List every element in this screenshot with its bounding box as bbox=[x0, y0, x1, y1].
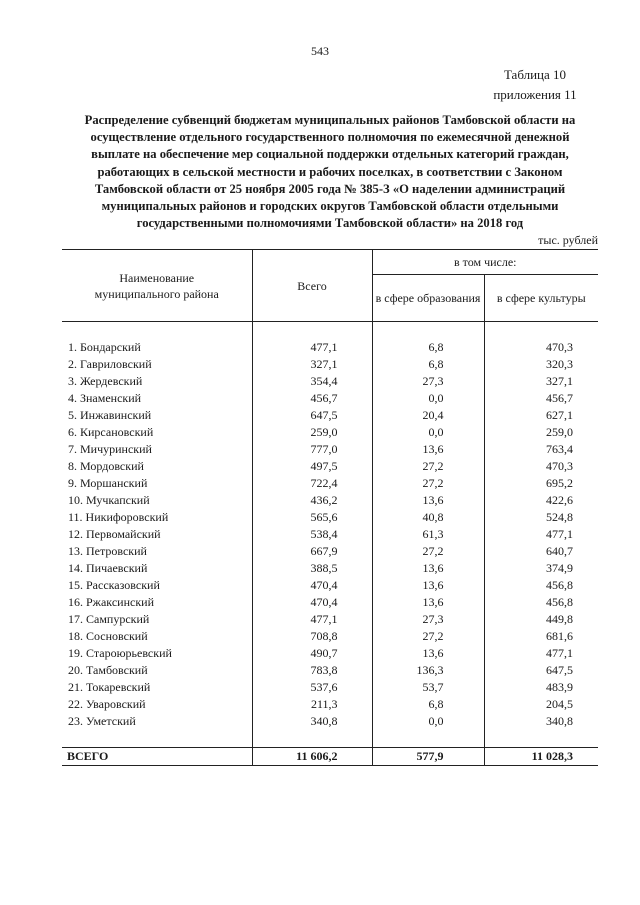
district-total: 354,4 bbox=[252, 373, 372, 390]
district-culture: 449,8 bbox=[484, 611, 598, 628]
district-culture: 695,2 bbox=[484, 475, 598, 492]
district-name: 17. Сампурский bbox=[68, 612, 150, 626]
district-education: 27,2 bbox=[372, 458, 484, 475]
district-education: 27,2 bbox=[372, 628, 484, 645]
district-name: 20. Тамбовский bbox=[68, 663, 148, 677]
district-name: 23. Уметский bbox=[68, 714, 136, 728]
district-total: 259,0 bbox=[252, 424, 372, 441]
total-row bbox=[62, 748, 598, 766]
title-line: работающих в сельской местности и рабочих поселках, в соответствии с Законом bbox=[97, 164, 563, 179]
district-name: 16. Ржаксинский bbox=[68, 595, 154, 609]
table-reference-line2: приложения 11 bbox=[493, 87, 577, 102]
district-culture: 456,7 bbox=[484, 390, 598, 407]
district-culture: 327,1 bbox=[484, 373, 598, 390]
table-row bbox=[62, 526, 598, 543]
header-name-line1: Наименование bbox=[119, 270, 195, 285]
district-total: 537,6 bbox=[252, 679, 372, 696]
title-line: муниципальных районов и городских округов Тамбовской области отдельными bbox=[101, 199, 559, 214]
district-name: 14. Пичаевский bbox=[68, 561, 148, 575]
district-name: 2. Гавриловский bbox=[68, 357, 152, 371]
district-education: 6,8 bbox=[372, 356, 484, 373]
district-name: 5. Инжавинский bbox=[68, 408, 152, 422]
district-name: 12. Первомайский bbox=[68, 527, 161, 541]
table-row bbox=[62, 339, 598, 356]
district-total: 708,8 bbox=[252, 628, 372, 645]
district-name: 21. Токаревский bbox=[68, 680, 151, 694]
district-education: 13,6 bbox=[372, 577, 484, 594]
district-name: 19. Староюрьевский bbox=[68, 646, 172, 660]
district-education: 61,3 bbox=[372, 526, 484, 543]
table-row bbox=[62, 441, 598, 458]
table-row bbox=[62, 509, 598, 526]
district-culture: 470,3 bbox=[484, 339, 598, 356]
district-total: 340,8 bbox=[252, 713, 372, 730]
district-education: 6,8 bbox=[372, 339, 484, 356]
district-name: 11. Никифоровский bbox=[68, 510, 169, 524]
district-name: 1. Бондарский bbox=[68, 340, 141, 354]
district-culture: 340,8 bbox=[484, 713, 598, 730]
district-culture: 422,6 bbox=[484, 492, 598, 509]
district-name: 4. Знаменский bbox=[68, 391, 142, 405]
district-education: 0,0 bbox=[372, 390, 484, 407]
table-row bbox=[62, 543, 598, 560]
district-education: 13,6 bbox=[372, 560, 484, 577]
district-education: 27,2 bbox=[372, 475, 484, 492]
total-education: 577,9 bbox=[372, 748, 484, 766]
district-culture: 681,6 bbox=[484, 628, 598, 645]
table-row bbox=[62, 577, 598, 594]
header-including: в том числе: bbox=[372, 250, 598, 275]
district-total: 436,2 bbox=[252, 492, 372, 509]
district-culture: 483,9 bbox=[484, 679, 598, 696]
header-name-line2: муниципального района bbox=[94, 286, 219, 301]
district-culture: 204,5 bbox=[484, 696, 598, 713]
district-total: 777,0 bbox=[252, 441, 372, 458]
district-name: 13. Петровский bbox=[68, 544, 147, 558]
district-education: 27,3 bbox=[372, 373, 484, 390]
district-total: 565,6 bbox=[252, 509, 372, 526]
total-label: ВСЕГО bbox=[62, 748, 252, 766]
district-education: 13,6 bbox=[372, 594, 484, 611]
district-culture: 374,9 bbox=[484, 560, 598, 577]
table-row bbox=[62, 645, 598, 662]
district-education: 13,6 bbox=[372, 492, 484, 509]
title-line: государственными полномочиями Тамбовской области» на 2018 год bbox=[136, 216, 524, 231]
header-education: в сфере образования bbox=[372, 275, 484, 322]
district-education: 13,6 bbox=[372, 441, 484, 458]
document-title bbox=[60, 112, 600, 232]
district-education: 53,7 bbox=[372, 679, 484, 696]
district-total: 211,3 bbox=[252, 696, 372, 713]
district-name: 9. Моршанский bbox=[68, 476, 148, 490]
district-culture: 763,4 bbox=[484, 441, 598, 458]
district-total: 783,8 bbox=[252, 662, 372, 679]
district-name: 3. Жердевский bbox=[68, 374, 143, 388]
table-reference-line1: Таблица 10 bbox=[503, 67, 567, 82]
units-label: тыс. рублей bbox=[538, 233, 598, 247]
district-education: 0,0 bbox=[372, 424, 484, 441]
district-culture: 627,1 bbox=[484, 407, 598, 424]
table-row bbox=[62, 373, 598, 390]
district-total: 470,4 bbox=[252, 577, 372, 594]
district-total: 497,5 bbox=[252, 458, 372, 475]
district-total: 647,5 bbox=[252, 407, 372, 424]
district-total: 470,4 bbox=[252, 594, 372, 611]
table-row bbox=[62, 390, 598, 407]
district-name: 18. Сосновский bbox=[68, 629, 148, 643]
header-name bbox=[62, 250, 252, 322]
district-total: 477,1 bbox=[252, 339, 372, 356]
subsidy-table bbox=[62, 249, 598, 766]
table-body bbox=[62, 322, 598, 731]
district-culture: 259,0 bbox=[484, 424, 598, 441]
district-culture: 470,3 bbox=[484, 458, 598, 475]
table-row bbox=[62, 696, 598, 713]
total-sum: 11 606,2 bbox=[252, 748, 372, 766]
district-name: 10. Мучкапский bbox=[68, 493, 150, 507]
table-row bbox=[62, 628, 598, 645]
table-row bbox=[62, 679, 598, 696]
district-total: 722,4 bbox=[252, 475, 372, 492]
table-row bbox=[62, 594, 598, 611]
district-culture: 524,8 bbox=[484, 509, 598, 526]
table-row bbox=[62, 356, 598, 373]
table-row bbox=[62, 458, 598, 475]
district-culture: 320,3 bbox=[484, 356, 598, 373]
table-row bbox=[62, 713, 598, 730]
table-row bbox=[62, 662, 598, 679]
district-culture: 456,8 bbox=[484, 577, 598, 594]
district-culture: 456,8 bbox=[484, 594, 598, 611]
title-line: выплате на обеспечение мер социальной поддержки отдельных категорий граждан, bbox=[91, 147, 569, 162]
district-education: 0,0 bbox=[372, 713, 484, 730]
district-total: 538,4 bbox=[252, 526, 372, 543]
header-total: Всего bbox=[252, 250, 372, 322]
table-row bbox=[62, 560, 598, 577]
district-total: 477,1 bbox=[252, 611, 372, 628]
district-total: 456,7 bbox=[252, 390, 372, 407]
district-total: 388,5 bbox=[252, 560, 372, 577]
district-name: 22. Уваровский bbox=[68, 697, 146, 711]
table-row bbox=[62, 407, 598, 424]
table-total-section bbox=[62, 730, 598, 766]
table-row bbox=[62, 611, 598, 628]
district-education: 6,8 bbox=[372, 696, 484, 713]
district-total: 667,9 bbox=[252, 543, 372, 560]
district-total: 490,7 bbox=[252, 645, 372, 662]
district-education: 40,8 bbox=[372, 509, 484, 526]
title-line: Тамбовской области от 25 ноября 2005 года № 385-З «О наделении администраций bbox=[94, 181, 566, 196]
header-culture: в сфере культуры bbox=[484, 275, 598, 322]
district-education: 13,6 bbox=[372, 645, 484, 662]
district-name: 8. Мордовский bbox=[68, 459, 144, 473]
title-line: осуществление отдельного государственного полномочия по ежемесячной денежной bbox=[90, 130, 570, 145]
district-culture: 640,7 bbox=[484, 543, 598, 560]
table-reference bbox=[470, 65, 600, 105]
table-row bbox=[62, 424, 598, 441]
total-culture: 11 028,3 bbox=[484, 748, 598, 766]
district-culture: 647,5 bbox=[484, 662, 598, 679]
district-culture: 477,1 bbox=[484, 526, 598, 543]
district-education: 27,2 bbox=[372, 543, 484, 560]
page-number: 543 bbox=[311, 44, 329, 58]
table-row bbox=[62, 475, 598, 492]
district-education: 20,4 bbox=[372, 407, 484, 424]
district-name: 7. Мичуринский bbox=[68, 442, 152, 456]
table-header bbox=[62, 250, 598, 322]
district-education: 27,3 bbox=[372, 611, 484, 628]
title-line: Распределение субвенций бюджетам муниципальных районов Тамбовской области на bbox=[84, 113, 576, 127]
district-name: 6. Кирсановский bbox=[68, 425, 154, 439]
district-total: 327,1 bbox=[252, 356, 372, 373]
district-name: 15. Рассказовский bbox=[68, 578, 160, 592]
district-culture: 477,1 bbox=[484, 645, 598, 662]
table-row bbox=[62, 492, 598, 509]
district-education: 136,3 bbox=[372, 662, 484, 679]
